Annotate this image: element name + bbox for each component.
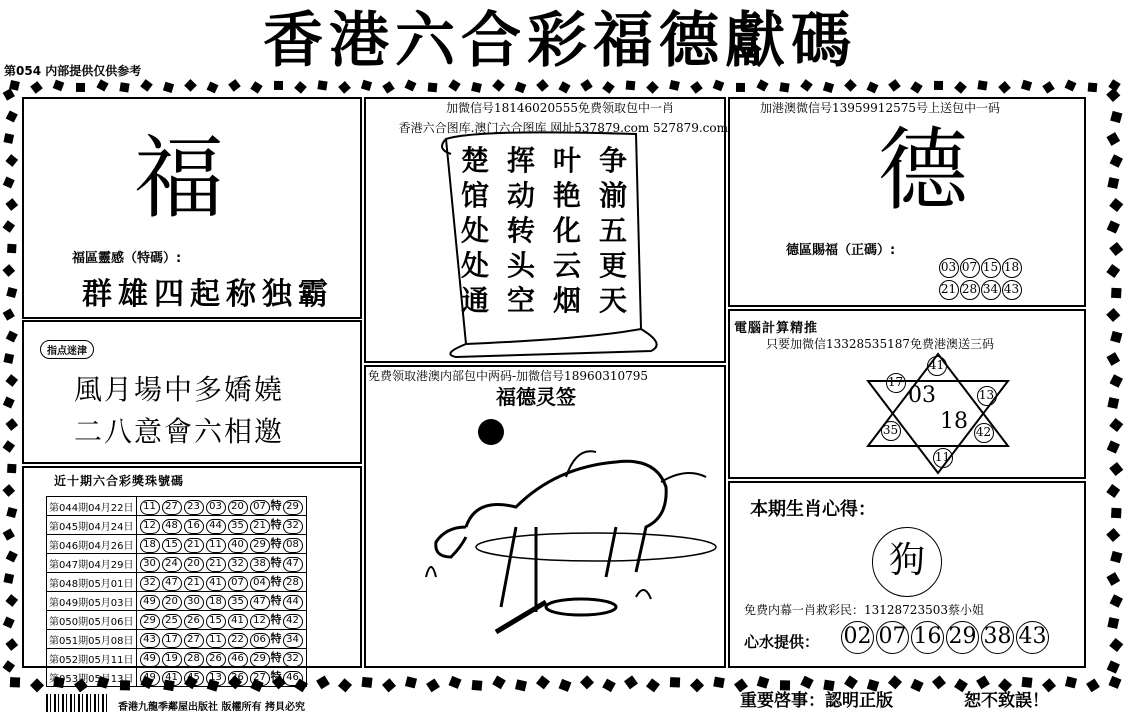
de-character: 德 [878,118,968,223]
history-number: 03 [206,500,226,515]
history-special-number: 08 [283,538,303,553]
history-row [47,535,307,554]
fu-phrase: 群雄四起称独霸 [82,277,334,312]
history-number: 12 [140,519,160,534]
history-number: 41 [162,671,182,686]
center-promo: 免费领取港澳内部包中两码-加微信号18960310795 [368,369,649,383]
page-title: 香港六合彩福德獻碼 [263,6,857,76]
special-marker: 特 [270,499,282,512]
history-row [47,516,307,535]
special-marker: 特 [270,651,282,664]
history-numbers [136,497,306,516]
special-marker: 特 [270,670,282,683]
history-numbers [136,573,306,592]
history-number: 41 [228,614,248,629]
zodiac-panel [728,481,1086,668]
important-notice: 重要啓事：認明正版 [740,691,893,711]
hint-line-2: 二八意會六相邀 [74,415,285,448]
special-marker: 特 [270,537,282,550]
history-period: 第047期04月29日 [47,554,137,573]
fu-label: 福區靈感（特碼）: [72,251,182,266]
history-period: 第051期05月08日 [47,630,137,649]
horse-illustration [406,407,726,657]
history-number: 21 [184,538,204,553]
history-period: 第053期05月13日 [47,668,137,687]
history-number: 35 [228,595,248,610]
history-number: 26 [228,671,248,686]
heart-number: 02 [841,621,874,654]
history-period: 第052期05月11日 [47,649,137,668]
history-number: 07 [250,500,270,515]
star-number-left: 17 [886,373,906,393]
history-number: 43 [140,633,160,648]
special-marker: 特 [270,594,282,607]
history-number: 24 [162,557,182,572]
de-number: 34 [981,280,1001,300]
computer-panel [728,309,1086,479]
history-special-number: 29 [283,500,303,515]
history-number: 12 [250,614,270,629]
history-number: 21 [184,576,204,591]
history-numbers [136,611,306,630]
history-row [47,649,307,668]
history-number: 29 [250,652,270,667]
history-special-number: 32 [283,519,303,534]
history-special-number: 32 [283,652,303,667]
center-top-panel [364,97,726,363]
history-number: 16 [184,519,204,534]
history-number: 13 [206,671,226,686]
history-period: 第045期04月24日 [47,516,137,535]
special-marker: 特 [270,556,282,569]
history-number: 29 [140,614,160,629]
history-number: 15 [162,538,182,553]
de-number: 43 [1002,280,1022,300]
history-numbers [136,668,306,687]
history-number: 40 [228,538,248,553]
history-numbers [136,516,306,535]
history-number: 26 [206,652,226,667]
de-number: 15 [981,258,1001,278]
history-number: 27 [250,671,270,686]
history-numbers [136,554,306,573]
de-numbers-row-2 [938,278,1022,300]
zodiac-label: 本期生肖心得： [750,499,876,520]
history-number: 44 [206,519,226,534]
heart-number: 16 [911,621,944,654]
zodiac-contact: 免费内幕一肖救彩民：13128723503蔡小姐 [744,603,984,617]
history-number: 07 [228,576,248,591]
history-number: 20 [184,557,204,572]
history-number: 25 [162,614,182,629]
special-marker: 特 [270,575,282,588]
heart-label: 心水提供： [744,633,820,651]
barcode-mark [46,694,110,712]
history-row [47,573,307,592]
history-period: 第046期04月26日 [47,535,137,554]
history-number: 47 [250,595,270,610]
history-number: 32 [228,557,248,572]
history-special-number: 46 [283,671,303,686]
history-number: 32 [140,576,160,591]
history-title: 近十期六合彩獎珠號碼 [54,474,185,488]
important-notice-2: 恕不致誤！ [964,691,1049,711]
fu-character: 福 [134,126,224,231]
de-number: 03 [939,258,959,278]
history-number: 21 [250,519,270,534]
history-period: 第050期05月06日 [47,611,137,630]
history-number: 27 [162,500,182,515]
star-number-bottom: 11 [933,448,953,468]
history-number: 19 [162,652,182,667]
history-table [46,496,307,687]
history-number: 38 [250,557,270,572]
history-number: 47 [162,576,182,591]
poem-column-1: 争 湔 五 更 天 [598,144,627,317]
history-row [47,668,307,687]
hint-line-1: 風月場中多嬌嬈 [74,373,285,406]
special-marker: 特 [270,632,282,645]
history-special-number: 47 [283,557,303,572]
de-panel [728,97,1086,307]
history-number: 26 [184,614,204,629]
publisher-note: 香港九龍季鄰屋出版社 版權所有 拷貝必究 [118,702,305,713]
history-special-number: 34 [283,633,303,648]
history-number: 30 [184,595,204,610]
history-numbers [136,630,306,649]
history-row [47,554,307,573]
de-numbers-row-1 [938,256,1022,278]
history-number: 18 [140,538,160,553]
zodiac-badge: 狗 [872,527,942,597]
center-site-note: 香港六合图库.澳门六合图库 网址537879.com 527879.com [398,121,728,135]
history-number: 27 [184,633,204,648]
history-period: 第044期04月22日 [47,497,137,516]
history-panel [22,466,362,685]
history-special-number: 44 [283,595,303,610]
lucky-sign-title: 福德灵签 [496,385,576,409]
heart-numbers [840,621,1050,654]
history-number: 04 [250,576,270,591]
history-special-number: 42 [283,614,303,629]
history-number: 23 [184,500,204,515]
center-bottom-panel [364,365,726,668]
history-number: 35 [228,519,248,534]
history-number: 45 [184,671,204,686]
center-wechat-note: 加微信号18146020555免费领取包中一肖 [446,101,674,115]
hint-panel [22,320,362,464]
history-numbers [136,535,306,554]
history-number: 48 [162,519,182,534]
star-number-bottom-right: 42 [974,423,994,443]
history-period: 第049期05月03日 [47,592,137,611]
issue-note: 第054 内部提供仅供参考 [4,64,142,78]
de-number: 28 [960,280,980,300]
de-number: 21 [939,280,959,300]
de-number: 07 [960,258,980,278]
history-number: 21 [206,557,226,572]
history-number: 11 [206,538,226,553]
hint-badge: 指点迷津 [40,340,94,359]
history-number: 20 [162,595,182,610]
history-special-number: 28 [283,576,303,591]
special-marker: 特 [270,518,282,531]
heart-number: 38 [981,621,1014,654]
poem-column-4: 楚 馆 处 处 通 [460,144,489,317]
history-number: 06 [250,633,270,648]
star-number-center-left: 03 [908,383,936,408]
history-row [47,592,307,611]
computer-note: 只要加微信13328535187免费港澳送三码 [766,337,994,351]
history-period: 第048期05月01日 [47,573,137,592]
history-number: 28 [184,652,204,667]
history-number: 30 [140,557,160,572]
history-number: 22 [228,633,248,648]
history-row [47,497,307,516]
heart-number: 29 [946,621,979,654]
history-number: 49 [140,652,160,667]
special-marker: 特 [270,613,282,626]
star-number-right: 13 [977,386,997,406]
history-number: 18 [206,595,226,610]
de-number: 18 [1002,258,1022,278]
history-numbers [136,592,306,611]
history-row [47,611,307,630]
history-number: 11 [140,500,160,515]
heart-number: 07 [876,621,909,654]
star-number-top: 41 [927,356,947,376]
star-number-center-right: 18 [940,409,968,434]
history-number: 11 [206,633,226,648]
history-row [47,630,307,649]
star-number-bottom-left: 35 [881,421,901,441]
history-number: 46 [228,652,248,667]
de-wechat-note: 加港澳微信号13959912575号上送包中一码 [760,101,1000,115]
history-numbers [136,649,306,668]
history-number: 49 [140,595,160,610]
heart-number: 43 [1016,621,1049,654]
de-label: 德區賜福（正碼）: [786,243,896,258]
history-number: 17 [162,633,182,648]
history-number: 29 [250,538,270,553]
history-number: 20 [228,500,248,515]
history-number: 15 [206,614,226,629]
poem-column-3: 挥 动 转 头 空 [506,144,535,317]
poem-column-2: 叶 艳 化 云 烟 [552,144,581,317]
history-number: 41 [206,576,226,591]
history-number: 49 [140,671,160,686]
computer-label: 電腦計算精推 [734,321,819,336]
